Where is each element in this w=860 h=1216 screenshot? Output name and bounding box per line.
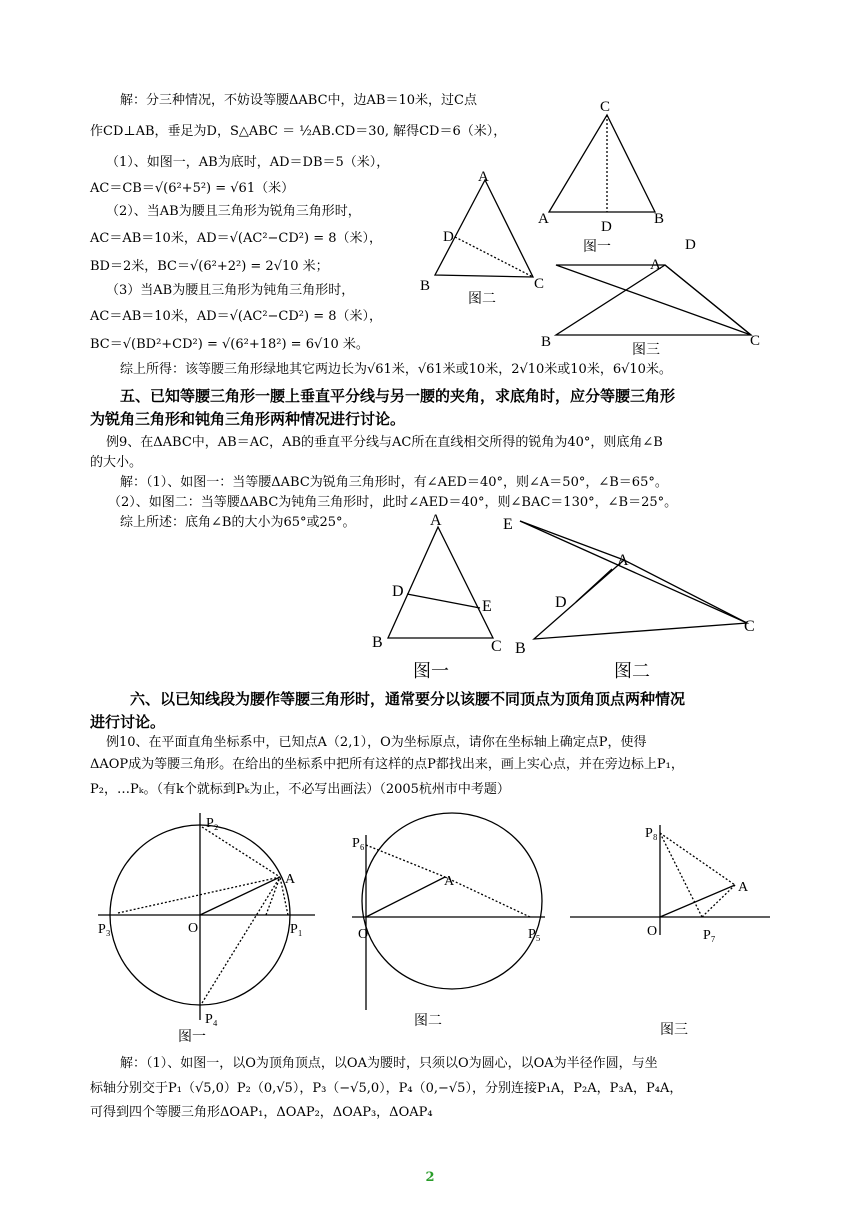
label-a: A — [430, 512, 442, 529]
coordinate-figures — [90, 805, 780, 1050]
label-d: D — [601, 219, 612, 235]
label-p3: P₃ — [98, 922, 111, 937]
section-heading: 六、以已知线段为腰作等腰三角形时，通常要分以该腰不同顶点为顶角顶点两种情况 — [130, 690, 686, 708]
page-number: 2 — [425, 1170, 435, 1185]
caption-fig1: 图一 — [178, 1030, 206, 1045]
text-line: BD＝2米，BC＝√(6²+2²) = 2√10 米； — [90, 259, 329, 274]
text-line: （1）、如图一，AB为底时，AD＝DB＝5（米）， — [106, 155, 390, 170]
text-line: 的大小。 — [90, 455, 143, 470]
label-a: A — [538, 211, 549, 227]
label-d: D — [685, 237, 696, 253]
label-b: B — [654, 211, 665, 227]
label-c: C — [744, 618, 755, 635]
label-d: D — [443, 229, 454, 245]
label-c: C — [750, 333, 761, 349]
example9-figures — [360, 505, 780, 685]
label-o: O — [358, 927, 369, 942]
label-a: A — [444, 874, 455, 889]
text-line: ΔAOP成为等腰三角形。在给出的坐标系中把所有这样的点P都找出来，画上实心点，并在旁边标上P₁， — [90, 757, 684, 772]
text-line: 解：（1）、如图一，以O为顶角顶点，以OA为腰时，只须以O为圆心，以OA为半径作圆，与坐 — [120, 1056, 658, 1071]
label-a: A — [285, 872, 296, 887]
label-p5: P₅ — [528, 927, 541, 942]
caption-fig2: 图二 — [414, 1014, 442, 1029]
text-line: 综上所述：底角∠B的大小为65°或25°。 — [120, 515, 356, 530]
caption-fig2: 图二 — [614, 661, 650, 681]
label-b: B — [372, 634, 383, 651]
triangle-figures-top — [410, 95, 790, 360]
text-line: P₂，…Pₖ。（有k个就标到Pₖ为止，不必写出画法）（2005杭州市中考题） — [90, 782, 510, 797]
text-line: 综上所得：该等腰三角形绿地其它两边长为√61米，√61米或10米，2√10米或10米，6√10米。 — [120, 362, 672, 377]
label-b: B — [541, 334, 552, 350]
text-line: 解：分三种情况，不妨设等腰ΔABC中，边AB＝10米，过C点 — [120, 93, 477, 108]
label-e: E — [503, 516, 513, 533]
label-b: B — [420, 278, 431, 294]
label-o: O — [647, 924, 658, 939]
caption-fig3: 图三 — [660, 1023, 688, 1038]
text-line: 例10、在平面直角坐标系中，已知点A（2,1），O为坐标原点，请你在坐标轴上确定点P，使得 — [106, 735, 647, 750]
caption-fig1: 图一 — [583, 240, 611, 255]
label-p4: P₄ — [205, 1012, 218, 1027]
text-line: 解：（1）、如图一：当等腰ΔABC为锐角三角形时，有∠AED＝40°，则∠A＝50°，∠B＝65°。 — [120, 475, 668, 490]
label-a: A — [617, 552, 629, 569]
section-heading: 进行讨论。 — [90, 713, 166, 731]
label-p8: P₈ — [645, 826, 658, 841]
label-b: B — [515, 640, 526, 657]
label-a: A — [738, 880, 749, 895]
text-line: 作CD⊥AB，垂足为D，S△ABC ＝ ½AB.CD＝30, 解得CD＝6（米）， — [90, 124, 507, 139]
text-line: AC＝AB＝10米，AD＝√(AC²−CD²) = 8（米）， — [90, 231, 383, 246]
label-d: D — [392, 583, 404, 600]
label-p1: P₁ — [290, 922, 303, 937]
text-line: 例9、在ΔABC中，AB＝AC，AB的垂直平分线与AC所在直线相交所得的锐角为40°，则底角∠B — [106, 435, 663, 450]
section-heading: 为锐角三角形和钝角三角形两种情况进行讨论。 — [90, 410, 406, 428]
label-o: O — [188, 921, 199, 936]
caption-fig1: 图一 — [413, 661, 449, 681]
label-a: A — [478, 169, 489, 185]
label-p2: P₂ — [206, 816, 219, 831]
label-c: C — [491, 638, 502, 655]
label-p6: P₆ — [352, 836, 365, 851]
text-line: AC＝AB＝10米，AD＝√(AC²−CD²) = 8（米）， — [90, 309, 383, 324]
text-line: （2）、当AB为腰且三角形为锐角三角形时， — [106, 204, 361, 219]
label-e: E — [482, 598, 492, 615]
label-c: C — [600, 99, 611, 115]
section-heading: 五、已知等腰三角形一腰上垂直平分线与另一腰的夹角，求底角时，应分等腰三角形 — [120, 387, 676, 405]
label-d: D — [555, 594, 567, 611]
label-a: A — [650, 257, 661, 273]
label-c: C — [534, 276, 545, 292]
text-line: AC＝CB＝√(6²+5²) = √61（米） — [90, 181, 295, 196]
text-line: （2）、如图二：当等腰ΔABC为钝角三角形时，此时∠AED＝40°，则∠BAC＝130°，∠B＝25°。 — [108, 495, 678, 510]
label-p7: P₇ — [703, 928, 716, 943]
text-line: （3）当AB为腰且三角形为钝角三角形时， — [106, 283, 355, 298]
caption-fig2: 图二 — [468, 292, 496, 307]
text-line: BC＝√(BD²+CD²) = √(6²+18²) = 6√10 米。 — [90, 337, 369, 352]
text-line: 可得到四个等腰三角形ΔOAP₁，ΔOAP₂，ΔOAP₃，ΔOAP₄ — [90, 1105, 433, 1120]
caption-fig3: 图三 — [632, 343, 660, 358]
text-line: 标轴分别交于P₁（√5,0）P₂（0,√5），P₃（−√5,0），P₄（0,−√5），分别连接P₁A，P₂A，P₃A，P₄A， — [90, 1081, 683, 1096]
